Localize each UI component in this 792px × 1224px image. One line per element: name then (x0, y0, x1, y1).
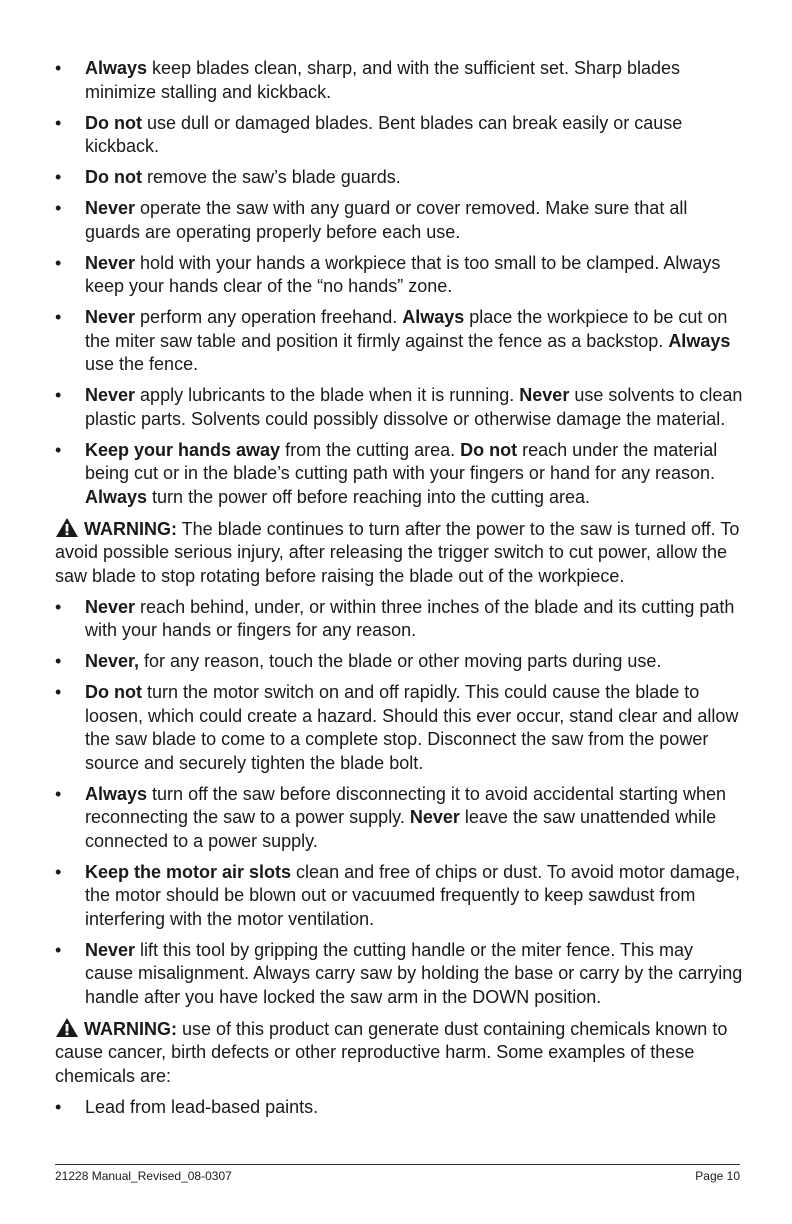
warning-paragraph: WARNING: use of this product can generate dust containing chemicals known to cause cancer, birth defects or other reproductive harm. Some examples of these chemicals are: (55, 1018, 728, 1086)
list-item: • Always keep blades clean, sharp, and with the sufficient set. Sharp blades minimize stalling and kickback. (55, 57, 745, 104)
list-item: • Never hold with your hands a workpiece that is too small to be clamped. Always keep your hands clear of the “no hands” zone. (55, 252, 745, 299)
page-footer (55, 1164, 740, 1183)
list-item: • Never lift this tool by gripping the cutting handle or the miter fence. This may cause misalignment. Always carry saw by holding the base or carry by the carrying handle after you have locked the saw arm in the DOWN position. (55, 939, 745, 1010)
list-item: • Do not remove the saw’s blade guards. (55, 166, 745, 190)
page-number: Page 10 (695, 1169, 740, 1183)
page-content (55, 57, 745, 1127)
list-item: • Never, for any reason, touch the blade or other moving parts during use. (55, 650, 745, 674)
chemicals-list (55, 1096, 745, 1120)
list-item: • Do not turn the motor switch on and off rapidly. This could cause the blade to loosen, which could create a hazard. Should this ever occur, stand clear and allow the saw blade to come to a complete stop. Disconnect the saw from the power source and securely tighten the blade bolt. (55, 681, 745, 775)
warning-paragraph: WARNING: The blade continues to turn after the power to the saw is turned off. To avoid possible serious injury, after releasing the trigger switch to cut power, allow the saw blade to stop rotating before raising the blade out of the workpiece. (55, 518, 740, 586)
warning-icon (55, 517, 79, 538)
list-item: • Keep the motor air slots clean and free of chips or dust. To avoid motor damage, the motor should be blown out or vacuumed frequently to keep sawdust from interfering with the motor ventilation. (55, 861, 745, 932)
list-item: • Never reach behind, under, or within three inches of the blade and its cutting path with your hands or fingers for any reason. (55, 596, 745, 643)
safety-list-1 (55, 57, 745, 509)
list-item: • Keep your hands away from the cutting area. Do not reach under the material being cut or in the blade’s cutting path with your fingers or hand for any reason. Always turn the power off before reaching into the cutting area. (55, 439, 745, 510)
safety-list-2 (55, 596, 745, 1010)
list-item: • Always turn off the saw before disconnecting it to avoid accidental starting when reconnecting the saw to a power supply. Never leave the saw unattended while connected to a power supply. (55, 783, 745, 854)
list-item: • Never apply lubricants to the blade when it is running. Never use solvents to clean plastic parts. Solvents could possibly dissolve or otherwise damage the material. (55, 384, 745, 431)
list-item: • Never perform any operation freehand. Always place the workpiece to be cut on the miter saw table and position it firmly against the fence as a backstop. Always use the fence. (55, 306, 745, 377)
list-item: • Do not use dull or damaged blades. Bent blades can break easily or cause kickback. (55, 112, 745, 159)
list-item: • Never operate the saw with any guard or cover removed. Make sure that all guards are operating properly before each use. (55, 197, 745, 244)
warning-icon (55, 1017, 79, 1038)
document-id: 21228 Manual_Revised_08-0307 (55, 1169, 232, 1183)
list-item: • Lead from lead-based paints. (55, 1096, 745, 1120)
